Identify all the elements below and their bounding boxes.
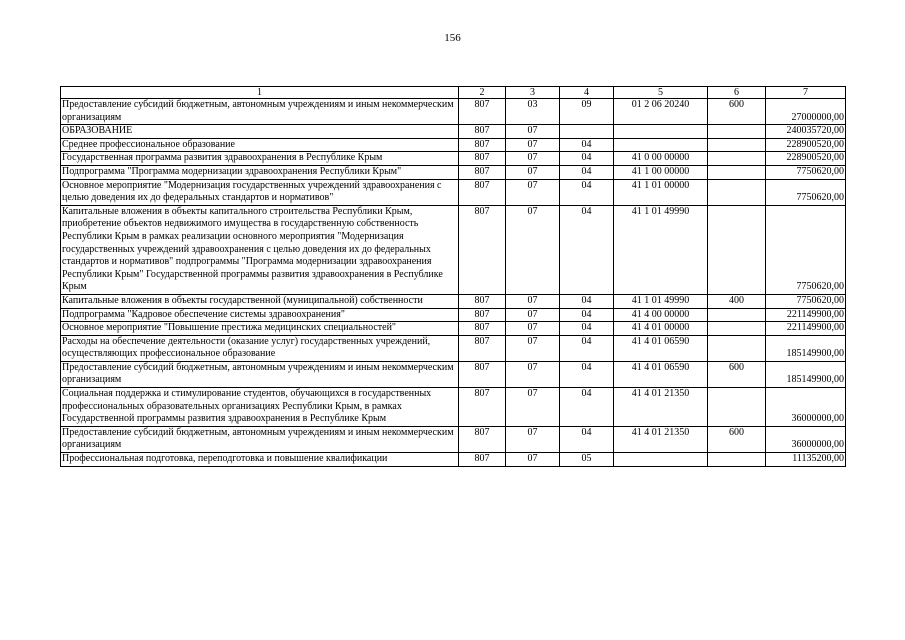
row-expense-type-cell: 400 — [708, 294, 766, 308]
row-target-article-cell: 41 4 00 00000 — [614, 308, 708, 322]
row-name-cell: Основное мероприятие "Модернизация государственных учреждений здравоохранения с целью доведения их до федеральных стандартов и нормативов" — [61, 179, 459, 205]
row-subsection-cell: 04 — [560, 388, 614, 427]
table-row — [61, 138, 846, 152]
row-target-article-cell: 41 4 01 00000 — [614, 322, 708, 336]
row-subsection-cell — [560, 125, 614, 139]
row-subsection-cell: 04 — [560, 426, 614, 452]
row-sum-cell: 221149900,00 — [766, 308, 846, 322]
row-expense-type-cell: 600 — [708, 426, 766, 452]
row-sum-cell: 36000000,00 — [766, 388, 846, 427]
row-sum-cell: 228900520,00 — [766, 152, 846, 166]
row-target-article-cell: 41 1 01 49990 — [614, 294, 708, 308]
row-target-article-cell: 41 4 01 06590 — [614, 335, 708, 361]
table-row — [61, 125, 846, 139]
row-sum-cell: 7750620,00 — [766, 294, 846, 308]
row-name-cell: Основное мероприятие "Повышение престижа медицинских специальностей" — [61, 322, 459, 336]
row-expense-type-cell — [708, 308, 766, 322]
row-sum-cell: 240035720,00 — [766, 125, 846, 139]
row-name-cell: Предоставление субсидий бюджетным, автономным учреждениям и иным некоммерческим организациям — [61, 99, 459, 125]
row-section-cell: 07 — [506, 125, 560, 139]
row-sum-cell: 7750620,00 — [766, 179, 846, 205]
row-subsection-cell: 09 — [560, 99, 614, 125]
table-row — [61, 205, 846, 294]
header-col-6: 6 — [708, 87, 766, 99]
row-name-cell: Капитальные вложения в объекты государственной (муниципальной) собственности — [61, 294, 459, 308]
row-grbs-cell: 807 — [459, 361, 506, 387]
row-grbs-cell: 807 — [459, 322, 506, 336]
row-name-cell: Предоставление субсидий бюджетным, автономным учреждениям и иным некоммерческим организациям — [61, 361, 459, 387]
row-subsection-cell: 04 — [560, 294, 614, 308]
header-col-1: 1 — [61, 87, 459, 99]
table-row — [61, 388, 846, 427]
row-sum-cell: 185149900,00 — [766, 361, 846, 387]
row-name-cell: Среднее профессиональное образование — [61, 138, 459, 152]
table-row — [61, 165, 846, 179]
row-subsection-cell: 04 — [560, 322, 614, 336]
row-section-cell: 07 — [506, 388, 560, 427]
row-target-article-cell — [614, 138, 708, 152]
row-grbs-cell: 807 — [459, 138, 506, 152]
row-section-cell: 07 — [506, 165, 560, 179]
row-target-article-cell: 41 4 01 21350 — [614, 388, 708, 427]
row-expense-type-cell — [708, 138, 766, 152]
row-subsection-cell: 05 — [560, 453, 614, 467]
row-section-cell: 07 — [506, 361, 560, 387]
row-grbs-cell: 807 — [459, 99, 506, 125]
header-col-5: 5 — [614, 87, 708, 99]
table-row — [61, 152, 846, 166]
row-target-article-cell: 41 4 01 21350 — [614, 426, 708, 452]
row-name-cell: Подпрограмма "Программа модернизации здравоохранения Республики Крым" — [61, 165, 459, 179]
row-expense-type-cell — [708, 388, 766, 427]
row-subsection-cell: 04 — [560, 165, 614, 179]
row-target-article-cell: 41 1 01 00000 — [614, 179, 708, 205]
row-section-cell: 07 — [506, 294, 560, 308]
row-target-article-cell: 41 4 01 06590 — [614, 361, 708, 387]
row-grbs-cell: 807 — [459, 388, 506, 427]
row-name-cell: Государственная программа развития здравоохранения в Республике Крым — [61, 152, 459, 166]
row-subsection-cell: 04 — [560, 138, 614, 152]
row-target-article-cell: 01 2 06 20240 — [614, 99, 708, 125]
row-section-cell: 07 — [506, 335, 560, 361]
row-expense-type-cell — [708, 335, 766, 361]
table-row — [61, 426, 846, 452]
table-row — [61, 308, 846, 322]
row-subsection-cell: 04 — [560, 361, 614, 387]
row-sum-cell: 36000000,00 — [766, 426, 846, 452]
row-sum-cell: 185149900,00 — [766, 335, 846, 361]
row-expense-type-cell — [708, 322, 766, 336]
row-expense-type-cell — [708, 205, 766, 294]
header-col-2: 2 — [459, 87, 506, 99]
row-subsection-cell: 04 — [560, 205, 614, 294]
row-grbs-cell: 807 — [459, 426, 506, 452]
row-name-cell: Социальная поддержка и стимулирование студентов, обучающихся в государственных профессиональных образовательных организациях Республики Крым, в рамках Государственной программы развития здравоохранения в Республике Крым — [61, 388, 459, 427]
row-section-cell: 07 — [506, 453, 560, 467]
row-section-cell: 07 — [506, 205, 560, 294]
row-section-cell: 07 — [506, 426, 560, 452]
row-grbs-cell: 807 — [459, 308, 506, 322]
row-target-article-cell — [614, 453, 708, 467]
header-col-3: 3 — [506, 87, 560, 99]
table-row — [61, 99, 846, 125]
row-section-cell: 07 — [506, 152, 560, 166]
row-section-cell: 03 — [506, 99, 560, 125]
row-expense-type-cell — [708, 125, 766, 139]
row-sum-cell: 7750620,00 — [766, 165, 846, 179]
row-grbs-cell: 807 — [459, 125, 506, 139]
row-subsection-cell: 04 — [560, 179, 614, 205]
row-sum-cell: 7750620,00 — [766, 205, 846, 294]
page-number: 156 — [444, 32, 461, 44]
row-name-cell: Предоставление субсидий бюджетным, автономным учреждениям и иным некоммерческим организациям — [61, 426, 459, 452]
table-row — [61, 294, 846, 308]
row-grbs-cell: 807 — [459, 294, 506, 308]
row-name-cell: Подпрограмма "Кадровое обеспечение системы здравоохранения" — [61, 308, 459, 322]
header-col-4: 4 — [560, 87, 614, 99]
row-name-cell: ОБРАЗОВАНИЕ — [61, 125, 459, 139]
row-sum-cell: 228900520,00 — [766, 138, 846, 152]
row-grbs-cell: 807 — [459, 453, 506, 467]
row-subsection-cell: 04 — [560, 152, 614, 166]
row-target-article-cell: 41 1 00 00000 — [614, 165, 708, 179]
table-header-row — [61, 87, 846, 99]
table-row — [61, 322, 846, 336]
table-row — [61, 453, 846, 467]
row-subsection-cell: 04 — [560, 335, 614, 361]
row-expense-type-cell — [708, 165, 766, 179]
row-expense-type-cell: 600 — [708, 361, 766, 387]
row-grbs-cell: 807 — [459, 152, 506, 166]
header-col-7: 7 — [766, 87, 846, 99]
row-name-cell: Профессиональная подготовка, переподготовка и повышение квалификации — [61, 453, 459, 467]
row-subsection-cell: 04 — [560, 308, 614, 322]
row-target-article-cell: 41 1 01 49990 — [614, 205, 708, 294]
row-expense-type-cell — [708, 453, 766, 467]
row-target-article-cell: 41 0 00 00000 — [614, 152, 708, 166]
row-name-cell: Расходы на обеспечение деятельности (оказание услуг) государственных учреждений, осуществляющих профессиональное образование — [61, 335, 459, 361]
row-section-cell: 07 — [506, 308, 560, 322]
budget-table-body — [61, 87, 846, 467]
budget-table — [60, 86, 846, 467]
row-grbs-cell: 807 — [459, 179, 506, 205]
row-sum-cell: 11135200,00 — [766, 453, 846, 467]
table-row — [61, 179, 846, 205]
table-row — [61, 361, 846, 387]
row-sum-cell: 27000000,00 — [766, 99, 846, 125]
row-target-article-cell — [614, 125, 708, 139]
row-expense-type-cell — [708, 179, 766, 205]
row-grbs-cell: 807 — [459, 165, 506, 179]
row-grbs-cell: 807 — [459, 205, 506, 294]
row-sum-cell: 221149900,00 — [766, 322, 846, 336]
row-section-cell: 07 — [506, 179, 560, 205]
row-name-cell: Капитальные вложения в объекты капитального строительства Республики Крым, приобретение объектов недвижимого имущества в государственную собственность Республики Крым в рамках реализации основного мероприятия "Модернизация государственных учреждений здравоохранения с целью доведения их до федеральных стандартов и нормативов" подпрограммы "Программа модернизации здравоохранения Республики Крым" Государственной программы развития здравоохранения в Республике Крым — [61, 205, 459, 294]
row-expense-type-cell: 600 — [708, 99, 766, 125]
row-expense-type-cell — [708, 152, 766, 166]
row-grbs-cell: 807 — [459, 335, 506, 361]
row-section-cell: 07 — [506, 138, 560, 152]
table-row — [61, 335, 846, 361]
row-section-cell: 07 — [506, 322, 560, 336]
